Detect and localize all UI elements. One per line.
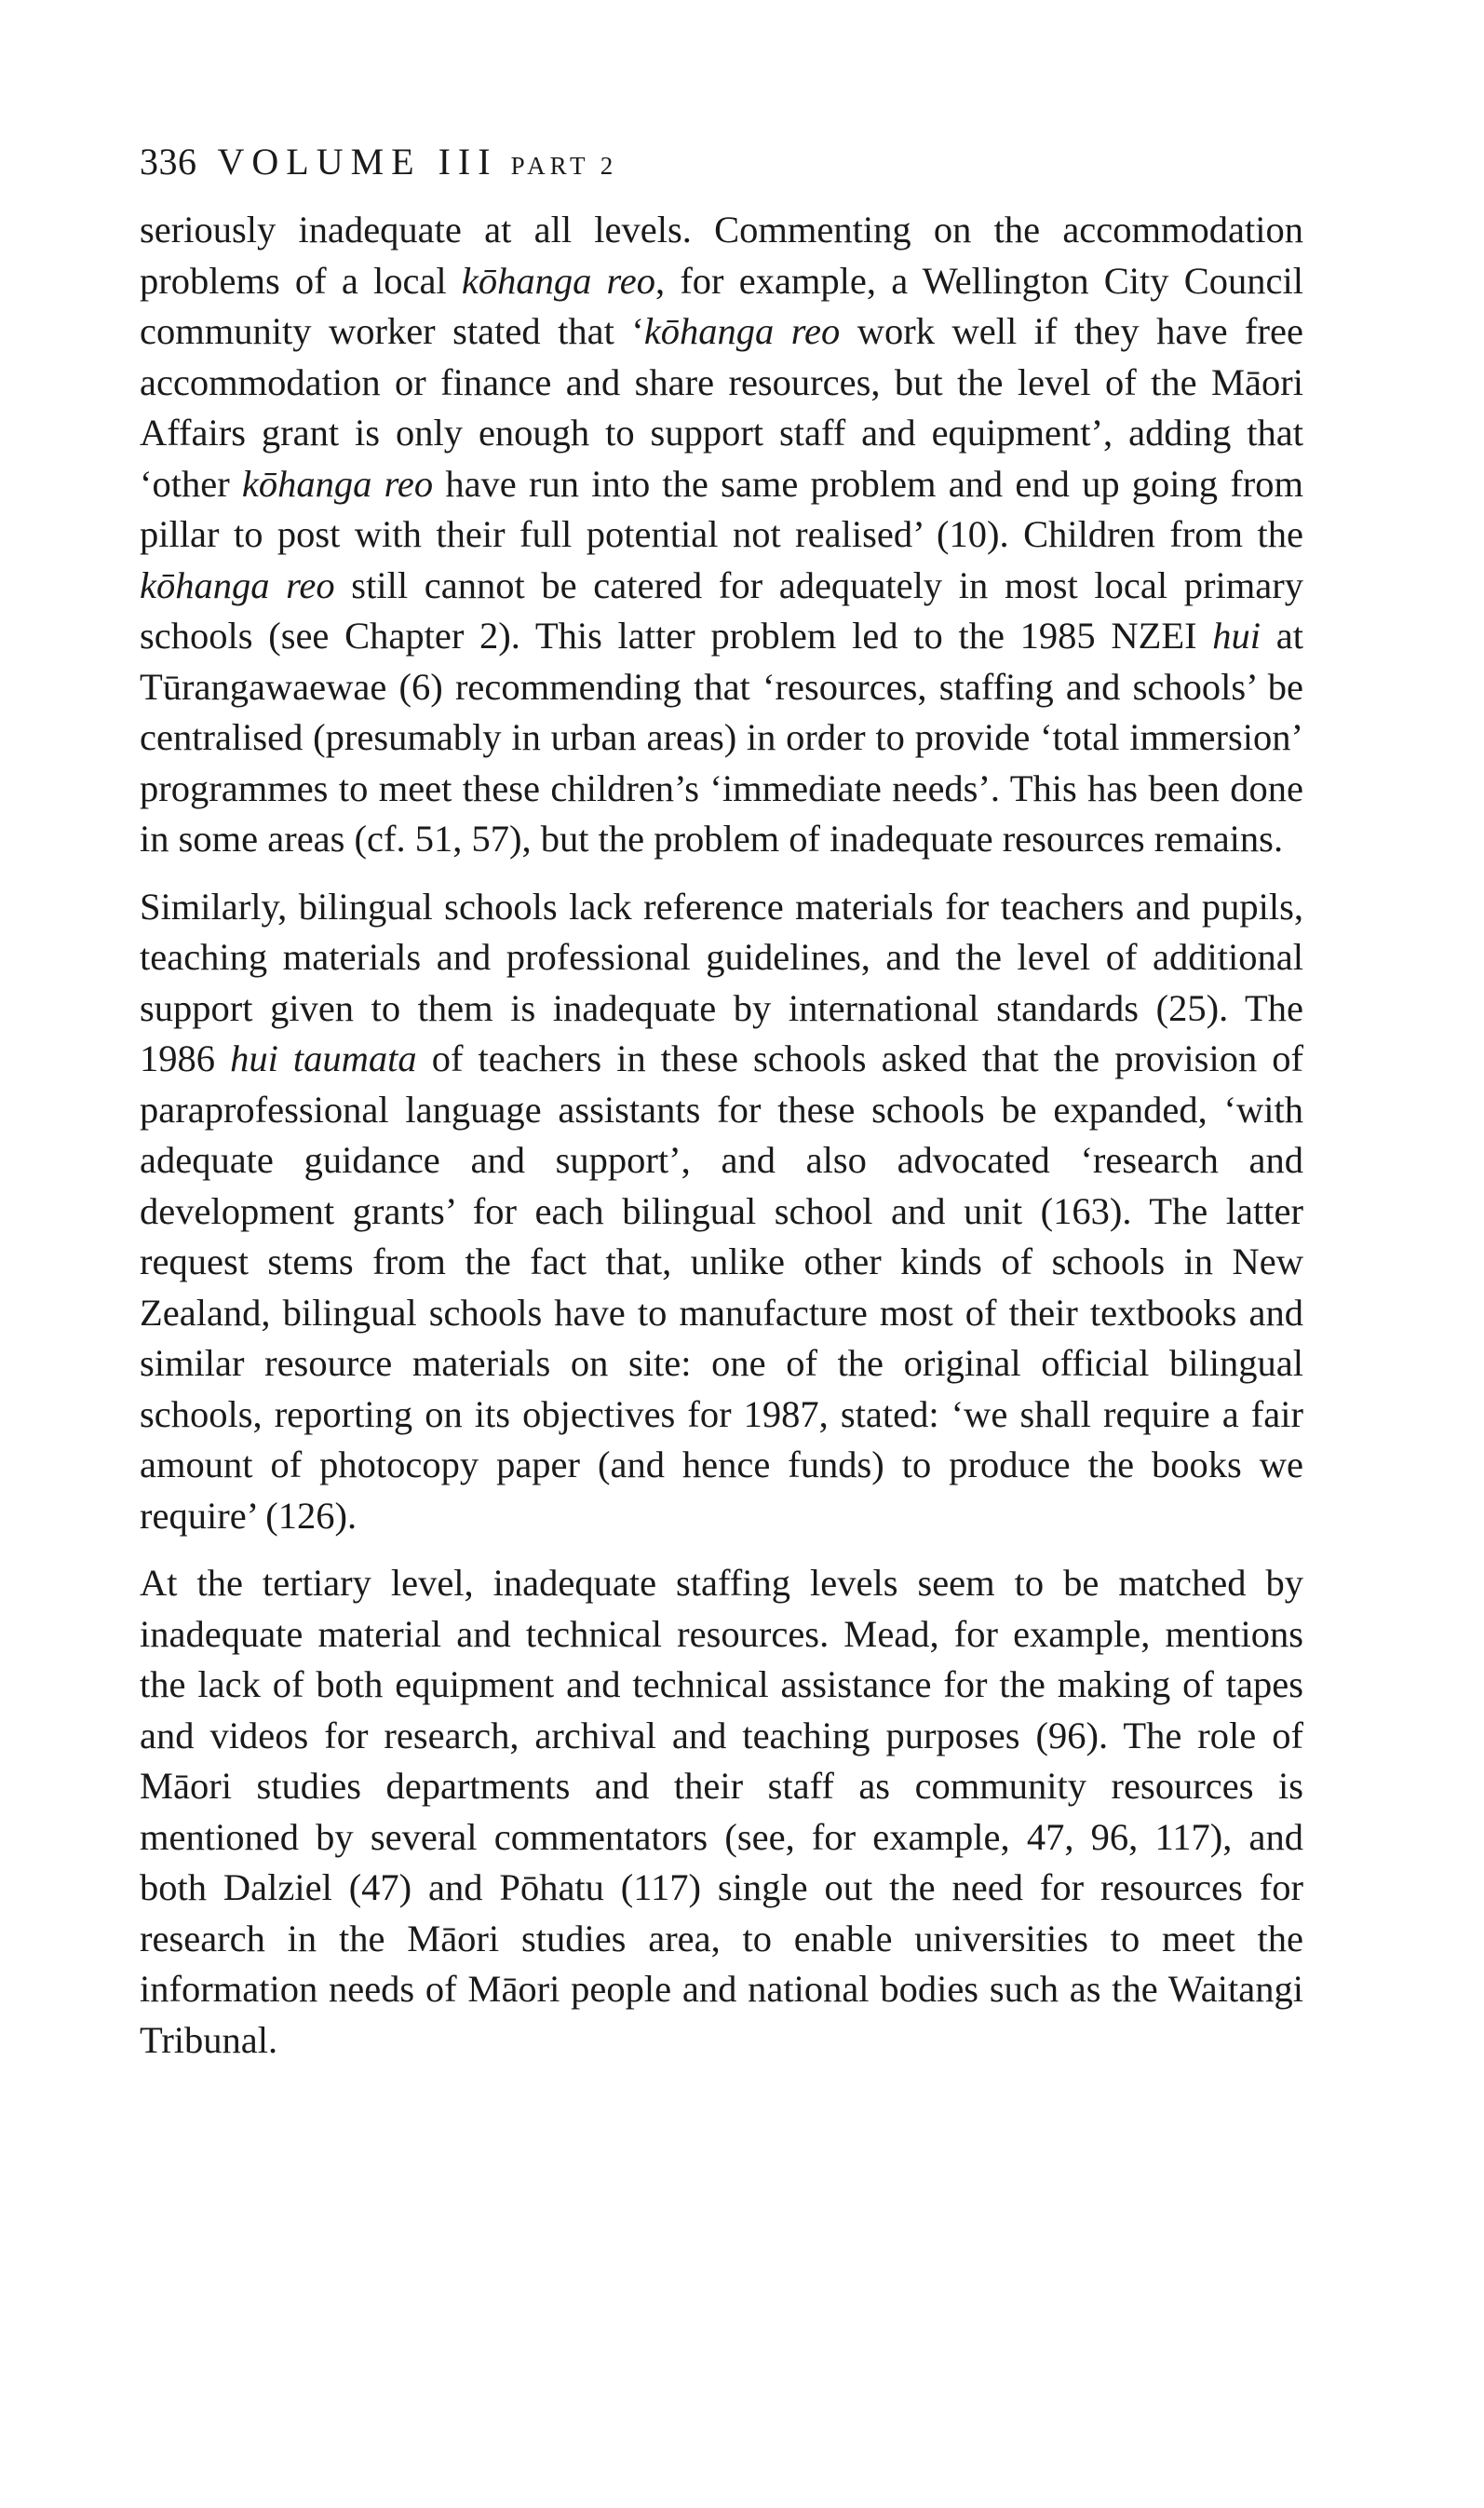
part-label: PART 2 bbox=[510, 152, 618, 180]
volume-label: VOLUME III bbox=[217, 141, 498, 183]
paragraph-3: At the tertiary level, inadequate staffing levels seem to be matched by inadequate material and technical resources. Mead, for example, mentions the lack of both equipment and technical assistance for the making of tapes and videos for research, archival and teaching purposes (96). The role of Māori studies departments and their staff as community resources is mentioned by several commentators (see, for example, 47, 96, 117), and both Dalziel (47) and Pōhatu (117) single out the need for resources for research in the Māori studies area, to enable universities to meet the information needs of Māori people and national bodies such as the Waitangi Tribunal. bbox=[140, 1562, 1303, 2061]
paragraph-2: Similarly, bilingual schools lack reference materials for teachers and pupils, teaching materials and professional guidelines, and the level of additional support given to them is inadequate by international standards (25). The 1986 hui taumata of teachers in these schools asked that the provision of paraprofessional language assistants for these schools be expanded, ‘with adequate guidance and support’, and also advocated ‘research and development grants’ for each bilingual school and unit (163). The latter request stems from the fact that, unlike other kinds of schools in New Zealand, bilingual schools have to manufacture most of their textbooks and similar resource materials on site: one of the original official bilingual schools, reporting on its objectives for 1987, stated: ‘we shall require a fair amount of photocopy paper (and hence funds) to produce the books we require’ (126). bbox=[140, 885, 1303, 1537]
paragraph-1: seriously inadequate at all levels. Commenting on the accommodation problems of a local kōhanga reo, for example, a Wellington City Council community worker stated that ‘kōhanga reo work well if they have free accommodation or finance and share resources, but the level of the Māori Affairs grant is only enough to support staff and equipment’, adding that ‘other kōhanga reo have run into the same problem and end up going from pillar to post with their full potential not realised’ (10). Children from the kōhanga reo still cannot be catered for adequately in most local primary schools (see Chapter 2). This latter problem led to the 1985 NZEI hui at Tūrangawaewae (6) recommending that ‘resources, staffing and schools’ be centralised (presumably in urban areas) in order to provide ‘total immersion’ programmes to meet these children’s ‘immediate needs’. This has been done in some areas (cf. 51, 57), but the problem of inadequate resources remains. bbox=[140, 209, 1303, 860]
running-head bbox=[140, 140, 1303, 205]
book-page bbox=[140, 140, 1303, 2066]
page-number: 336 bbox=[140, 141, 197, 183]
